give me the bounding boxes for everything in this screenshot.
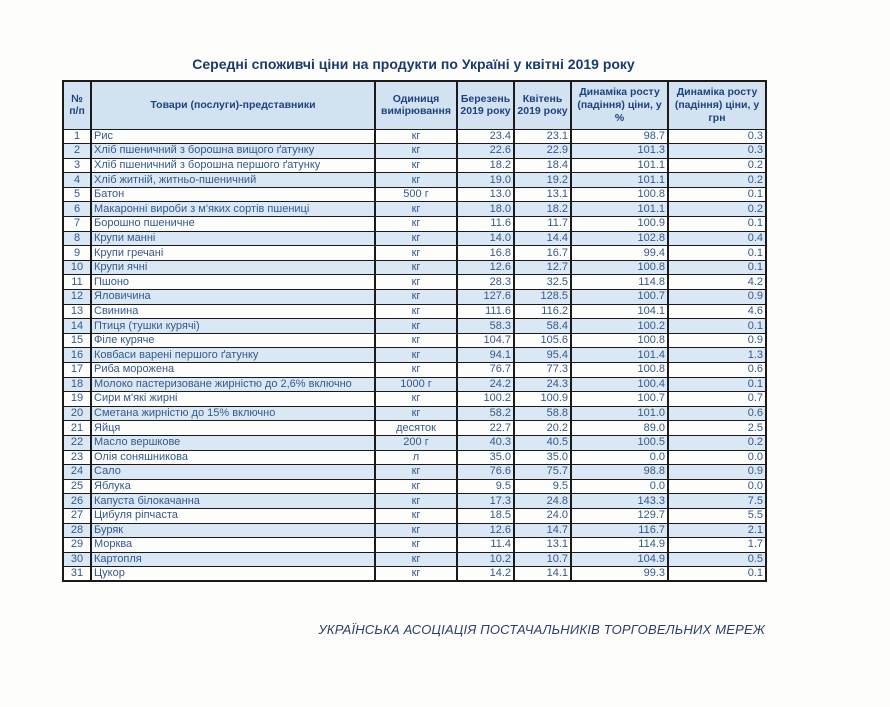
cell: кг: [375, 202, 457, 217]
cell: 20.2: [514, 421, 571, 436]
cell: 102.8: [571, 231, 668, 246]
cell: 100.8: [571, 260, 668, 275]
column-header-1: Товари (послуги)-представники: [91, 81, 375, 129]
cell: 20: [63, 406, 91, 421]
cell: 18: [63, 377, 91, 392]
cell: 0.2: [668, 435, 766, 450]
cell: 22.6: [457, 144, 514, 159]
product-name: Буряк: [91, 523, 375, 538]
table-row: [63, 392, 766, 407]
product-name: Крупи манні: [91, 231, 375, 246]
cell: 28: [63, 523, 91, 538]
cell: 104.9: [571, 552, 668, 567]
column-header-5: Динаміка росту (падіння) ціни, у %: [571, 81, 668, 129]
cell: кг: [375, 304, 457, 319]
cell: 100.9: [571, 217, 668, 232]
cell: кг: [375, 494, 457, 509]
cell: 0.0: [571, 450, 668, 465]
cell: 58.3: [457, 319, 514, 334]
cell: 101.3: [571, 144, 668, 159]
cell: 31: [63, 567, 91, 582]
product-name: Хліб житній, житньо-пшеничний: [91, 173, 375, 188]
cell: 128.5: [514, 290, 571, 305]
cell: 0.0: [571, 479, 668, 494]
cell: кг: [375, 465, 457, 480]
cell: 100.8: [571, 333, 668, 348]
cell: 2.1: [668, 523, 766, 538]
table-row: [63, 421, 766, 436]
cell: 35.0: [457, 450, 514, 465]
cell: 0.1: [668, 319, 766, 334]
product-name: Крупи гречані: [91, 246, 375, 261]
product-name: Ковбаси варені першого ґатунку: [91, 348, 375, 363]
cell: кг: [375, 552, 457, 567]
table-row: [63, 173, 766, 188]
table-row: [63, 435, 766, 450]
cell: 111.6: [457, 304, 514, 319]
cell: 4.6: [668, 304, 766, 319]
cell: 23.1: [514, 129, 571, 144]
cell: 101.1: [571, 202, 668, 217]
cell: кг: [375, 508, 457, 523]
cell: 0.4: [668, 231, 766, 246]
cell: 22.7: [457, 421, 514, 436]
cell: 104.7: [457, 333, 514, 348]
cell: 4.2: [668, 275, 766, 290]
cell: 100.8: [571, 187, 668, 202]
cell: 27: [63, 508, 91, 523]
product-name: Свинина: [91, 304, 375, 319]
cell: 98.8: [571, 465, 668, 480]
product-name: Крупи ячні: [91, 260, 375, 275]
cell: 100.2: [571, 319, 668, 334]
product-name: Борошно пшеничне: [91, 217, 375, 232]
cell: 19: [63, 392, 91, 407]
cell: 15: [63, 333, 91, 348]
cell: 114.8: [571, 275, 668, 290]
cell: 19.0: [457, 173, 514, 188]
cell: 32.5: [514, 275, 571, 290]
cell: 0.0: [668, 450, 766, 465]
table-row: [63, 260, 766, 275]
product-name: Пшоно: [91, 275, 375, 290]
cell: 0.2: [668, 173, 766, 188]
cell: 105.6: [514, 333, 571, 348]
cell: кг: [375, 158, 457, 173]
cell: 9.5: [457, 479, 514, 494]
product-name: Яблука: [91, 479, 375, 494]
cell: 100.4: [571, 377, 668, 392]
column-header-0: № п/п: [63, 81, 91, 129]
product-name: Молоко пастеризоване жирністю до 2,6% включно: [91, 377, 375, 392]
cell: 40.5: [514, 435, 571, 450]
cell: 0.1: [668, 260, 766, 275]
product-name: Цибуля ріпчаста: [91, 508, 375, 523]
cell: 100.7: [571, 392, 668, 407]
product-name: Риба морожена: [91, 363, 375, 378]
cell: 143.3: [571, 494, 668, 509]
table-row: [63, 465, 766, 480]
product-name: Батон: [91, 187, 375, 202]
cell: 58.8: [514, 406, 571, 421]
cell: 12.6: [457, 260, 514, 275]
footer-association: УКРАЇНСЬКА АСОЦІАЦІЯ ПОСТАЧАЛЬНИКІВ ТОРГОВЕЛЬНИХ МЕРЕЖ: [318, 622, 765, 637]
table-row: [63, 246, 766, 261]
cell: 13.1: [514, 187, 571, 202]
cell: 76.7: [457, 363, 514, 378]
cell: 24: [63, 465, 91, 480]
table-row: [63, 363, 766, 378]
cell: кг: [375, 260, 457, 275]
cell: 24.3: [514, 377, 571, 392]
cell: 40.3: [457, 435, 514, 450]
product-name: Картопля: [91, 552, 375, 567]
page-title: Середні споживчі ціни на продукти по Україні у квітні 2019 року: [192, 56, 635, 72]
cell: 10.7: [514, 552, 571, 567]
cell: 100.8: [571, 363, 668, 378]
table-row: [63, 187, 766, 202]
cell: 89.0: [571, 421, 668, 436]
cell: 0.9: [668, 333, 766, 348]
cell: 16: [63, 348, 91, 363]
cell: кг: [375, 567, 457, 582]
cell: 101.1: [571, 158, 668, 173]
product-name: Сири м'які жирні: [91, 392, 375, 407]
cell: кг: [375, 523, 457, 538]
cell: 12.7: [514, 260, 571, 275]
cell: кг: [375, 217, 457, 232]
column-header-6: Динаміка росту (падіння) ціни, у грн: [668, 81, 766, 129]
cell: 5.5: [668, 508, 766, 523]
cell: 19.2: [514, 173, 571, 188]
cell: 98.7: [571, 129, 668, 144]
table-row: [63, 129, 766, 144]
product-name: Птиця (тушки курячі): [91, 319, 375, 334]
cell: 114.9: [571, 538, 668, 553]
table-header: [63, 81, 766, 129]
cell: 100.7: [571, 290, 668, 305]
cell: 1000 г: [375, 377, 457, 392]
cell: 23: [63, 450, 91, 465]
cell: 16.7: [514, 246, 571, 261]
column-header-4: Квітень 2019 року: [514, 81, 571, 129]
cell: 14.7: [514, 523, 571, 538]
table-row: [63, 304, 766, 319]
product-name: Масло вершкове: [91, 435, 375, 450]
cell: 1: [63, 129, 91, 144]
cell: 0.6: [668, 363, 766, 378]
product-name: Рис: [91, 129, 375, 144]
table-row: [63, 319, 766, 334]
cell: 100.5: [571, 435, 668, 450]
cell: 0.9: [668, 465, 766, 480]
table-row: [63, 275, 766, 290]
cell: 4: [63, 173, 91, 188]
table-row: [63, 144, 766, 159]
cell: 14: [63, 319, 91, 334]
table-row: [63, 479, 766, 494]
cell: 13.1: [514, 538, 571, 553]
cell: 11.7: [514, 217, 571, 232]
cell: 1.3: [668, 348, 766, 363]
cell: кг: [375, 348, 457, 363]
cell: 116.7: [571, 523, 668, 538]
cell: 500 г: [375, 187, 457, 202]
cell: 22.9: [514, 144, 571, 159]
table-row: [63, 450, 766, 465]
cell: 9: [63, 246, 91, 261]
cell: 99.3: [571, 567, 668, 582]
cell: 12.6: [457, 523, 514, 538]
table-row: [63, 231, 766, 246]
product-name: Макаронні вироби з м'яких сортів пшениці: [91, 202, 375, 217]
cell: 58.4: [514, 319, 571, 334]
cell: 35.0: [514, 450, 571, 465]
cell: 10.2: [457, 552, 514, 567]
cell: 0.3: [668, 129, 766, 144]
product-name: Сало: [91, 465, 375, 480]
cell: 0.9: [668, 290, 766, 305]
cell: 13.0: [457, 187, 514, 202]
cell: кг: [375, 319, 457, 334]
cell: 17: [63, 363, 91, 378]
cell: 18.2: [457, 158, 514, 173]
cell: л: [375, 450, 457, 465]
cell: 30: [63, 552, 91, 567]
table-row: [63, 406, 766, 421]
table-row: [63, 552, 766, 567]
cell: 100.2: [457, 392, 514, 407]
cell: 23.4: [457, 129, 514, 144]
cell: 11.4: [457, 538, 514, 553]
table-row: [63, 333, 766, 348]
cell: 18.0: [457, 202, 514, 217]
cell: 0.1: [668, 187, 766, 202]
cell: 2: [63, 144, 91, 159]
cell: 22: [63, 435, 91, 450]
cell: кг: [375, 333, 457, 348]
cell: 24.2: [457, 377, 514, 392]
cell: десяток: [375, 421, 457, 436]
cell: 14.1: [514, 567, 571, 582]
cell: 0.2: [668, 202, 766, 217]
product-name: Філе куряче: [91, 333, 375, 348]
cell: 18.4: [514, 158, 571, 173]
header-row: [63, 81, 766, 129]
cell: 18.2: [514, 202, 571, 217]
cell: кг: [375, 173, 457, 188]
product-name: Морква: [91, 538, 375, 553]
cell: 116.2: [514, 304, 571, 319]
table-row: [63, 567, 766, 582]
cell: кг: [375, 406, 457, 421]
cell: 14.2: [457, 567, 514, 582]
cell: кг: [375, 129, 457, 144]
column-header-2: Одиниця вимірювання: [375, 81, 457, 129]
cell: 6: [63, 202, 91, 217]
cell: 104.1: [571, 304, 668, 319]
cell: 0.1: [668, 217, 766, 232]
cell: 5: [63, 187, 91, 202]
cell: 94.1: [457, 348, 514, 363]
cell: 11: [63, 275, 91, 290]
table-body: [63, 129, 766, 581]
cell: 17.3: [457, 494, 514, 509]
product-name: Сметана жирністю до 15% включно: [91, 406, 375, 421]
cell: 0.1: [668, 377, 766, 392]
cell: 7: [63, 217, 91, 232]
cell: 200 г: [375, 435, 457, 450]
table-row: [63, 538, 766, 553]
table-row: [63, 508, 766, 523]
cell: 0.7: [668, 392, 766, 407]
cell: 24.0: [514, 508, 571, 523]
cell: 25: [63, 479, 91, 494]
table-row: [63, 217, 766, 232]
cell: 0.2: [668, 158, 766, 173]
cell: 10: [63, 260, 91, 275]
product-name: Капуста білокачанна: [91, 494, 375, 509]
cell: 28.3: [457, 275, 514, 290]
table-row: [63, 494, 766, 509]
cell: кг: [375, 538, 457, 553]
cell: 2.5: [668, 421, 766, 436]
cell: 24.8: [514, 494, 571, 509]
cell: кг: [375, 290, 457, 305]
cell: 26: [63, 494, 91, 509]
cell: 99.4: [571, 246, 668, 261]
product-name: Яйця: [91, 421, 375, 436]
cell: 18.5: [457, 508, 514, 523]
cell: 101.0: [571, 406, 668, 421]
product-name: Цукор: [91, 567, 375, 582]
product-name: Хліб пшеничний з борошна першого ґатунку: [91, 158, 375, 173]
cell: 76.6: [457, 465, 514, 480]
cell: кг: [375, 363, 457, 378]
table-row: [63, 523, 766, 538]
prices-table: [62, 80, 767, 582]
column-header-3: Березень 2019 року: [457, 81, 514, 129]
cell: 0.3: [668, 144, 766, 159]
cell: 11.6: [457, 217, 514, 232]
cell: 127.6: [457, 290, 514, 305]
cell: 3: [63, 158, 91, 173]
cell: 7.5: [668, 494, 766, 509]
cell: 1.7: [668, 538, 766, 553]
cell: кг: [375, 246, 457, 261]
cell: 16.8: [457, 246, 514, 261]
cell: 129.7: [571, 508, 668, 523]
cell: 0.0: [668, 479, 766, 494]
cell: 77.3: [514, 363, 571, 378]
cell: кг: [375, 275, 457, 290]
cell: 29: [63, 538, 91, 553]
table-row: [63, 377, 766, 392]
cell: 0.5: [668, 552, 766, 567]
cell: 100.9: [514, 392, 571, 407]
table-row: [63, 158, 766, 173]
product-name: Хліб пшеничний з борошна вищого ґатунку: [91, 144, 375, 159]
cell: 0.6: [668, 406, 766, 421]
cell: 13: [63, 304, 91, 319]
table-row: [63, 348, 766, 363]
cell: кг: [375, 479, 457, 494]
table-row: [63, 290, 766, 305]
cell: 101.4: [571, 348, 668, 363]
cell: кг: [375, 231, 457, 246]
cell: кг: [375, 392, 457, 407]
cell: 8: [63, 231, 91, 246]
cell: 14.0: [457, 231, 514, 246]
cell: 0.1: [668, 567, 766, 582]
product-name: Яловичина: [91, 290, 375, 305]
cell: 9.5: [514, 479, 571, 494]
cell: 58.2: [457, 406, 514, 421]
cell: 12: [63, 290, 91, 305]
product-name: Олія соняшникова: [91, 450, 375, 465]
cell: 0.1: [668, 246, 766, 261]
table-row: [63, 202, 766, 217]
cell: 75.7: [514, 465, 571, 480]
cell: 101.1: [571, 173, 668, 188]
cell: кг: [375, 144, 457, 159]
cell: 21: [63, 421, 91, 436]
cell: 14.4: [514, 231, 571, 246]
cell: 95.4: [514, 348, 571, 363]
